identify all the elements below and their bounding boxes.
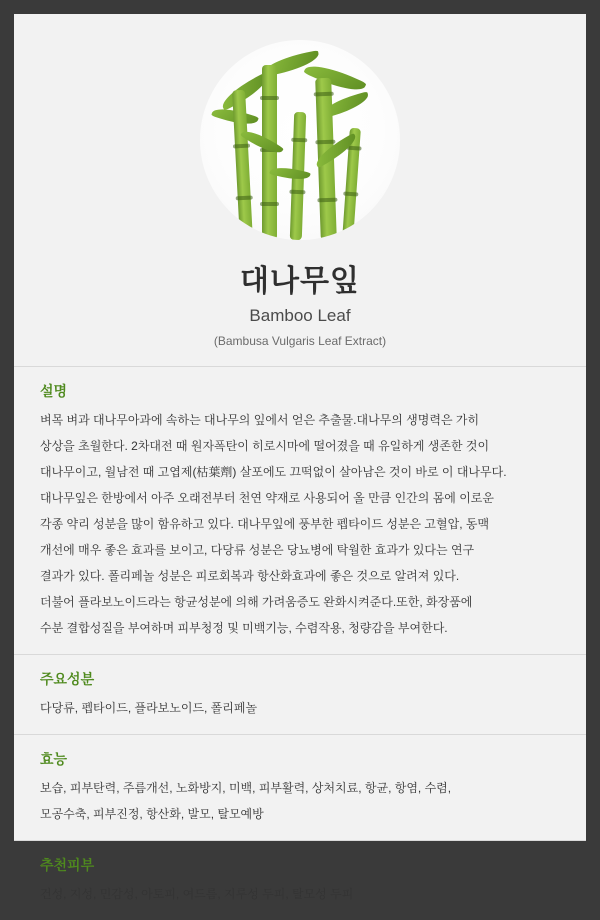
body-line: 벼목 벼과 대나무아과에 속하는 대나무의 잎에서 얻은 추출물.대나무의 생명력은 가히 [40,413,480,427]
card-hero [14,14,586,366]
body-line: 다당류, 펩타이드, 플라보노이드, 폴리페놀 [40,701,258,715]
bamboo-stalk [262,65,277,240]
section-description [14,366,586,654]
section-effects [14,734,586,840]
body-line: 결과가 있다. 폴리페놀 성분은 피로회복과 항산화효과에 좋은 것으로 알려져 있다. [40,569,460,583]
body-line: 건성, 지성, 민감성, 아토피, 여드름, 지루성 두피, 탈모성 두피 [40,887,354,901]
section-heading: 주요성분 [40,671,95,687]
body-line: 더불어 플라보노이드라는 항균성분에 의해 가려움증도 완화시켜준다.또한, 화장품에 [40,595,473,609]
scientific-name: (Bambusa Vulgaris Leaf Extract) [213,334,387,348]
body-line: 개선에 매우 좋은 효과를 보이고, 다당류 성분은 당뇨병에 탁월한 효과가 있다는 연구 [40,543,475,557]
section-heading: 추천피부 [40,857,95,873]
section-body [40,698,560,718]
bamboo-leaf-photo [200,40,400,240]
page-title: 대나무잎 [240,265,360,298]
body-line: 각종 약리 성분을 많이 함유하고 있다. 대나무잎에 풍부한 펩타이드 성분은 고혈압, 동맥 [40,517,490,531]
body-line: 상상을 초월한다. 2차대전 때 원자폭탄이 히로시마에 떨어졌을 때 유일하게 생존한 것이 [40,439,490,453]
section-heading: 효능 [40,751,68,767]
body-line: 대나무잎은 한방에서 아주 오래전부터 천연 약재로 사용되어 올 만큼 인간의 몸에 이로운 [40,491,494,505]
section-recommended-skin [14,840,586,920]
section-body [40,410,560,638]
section-main-ingredients [14,654,586,734]
body-line: 보습, 피부탄력, 주름개선, 노화방지, 미백, 피부활력, 상처치료, 항균, 항염, 수렴, [40,781,452,795]
bamboo-stalk [232,90,253,240]
section-body [40,884,560,904]
leaf-shape [303,58,366,98]
page-subtitle: Bamboo Leaf [249,306,351,325]
body-line: 대나무이고, 월남전 때 고엽제(枯葉劑) 살포에도 끄떡없이 살아남은 것이 바로 이 대나무다. [40,465,507,479]
ingredient-card [14,14,586,901]
section-heading: 설명 [40,383,68,399]
body-line: 모공수축, 피부진정, 항산화, 발모, 탈모예방 [40,807,264,821]
section-body [40,778,560,824]
section-list [14,366,586,920]
body-line: 수분 결합성질을 부여하며 피부청정 및 미백기능, 수렴작용, 청량감을 부여한다. [40,621,448,635]
